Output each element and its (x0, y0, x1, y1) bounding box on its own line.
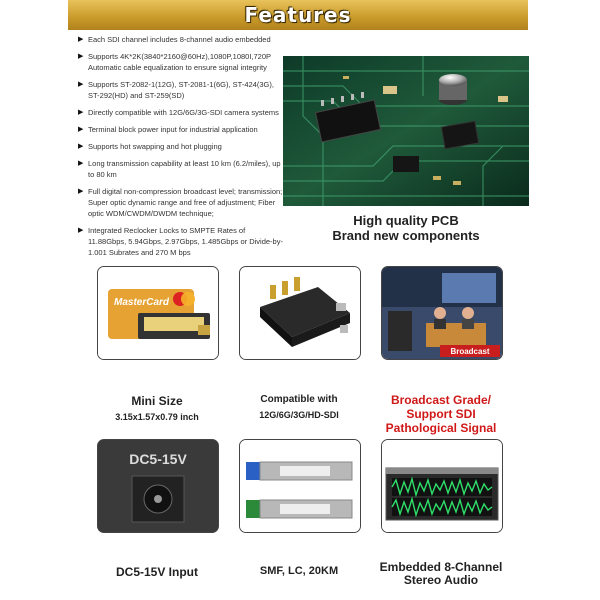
broadcast-studio-image (382, 267, 502, 359)
card-text: MasterCard (114, 297, 170, 308)
feature-item: ▶ Supports hot swapping and hot plugging (78, 142, 222, 151)
mini-size-panel (97, 266, 219, 360)
converter-device-image (240, 267, 360, 359)
audio-panel (381, 439, 503, 533)
bullet-icon: ▶ (78, 36, 84, 43)
power-panel (97, 439, 219, 533)
feature-item: ▶ Full digital non-compression broadcast level; transmission; Super optic dynamic range and free of adjustment; Fiber optic WDM/CWDM/DWDM technique; (78, 187, 283, 218)
bullet-icon: ▶ (78, 53, 84, 60)
sfp-title: SMF, LC, 20KM (259, 565, 339, 577)
waveform-image (382, 440, 502, 532)
feature-item: ▶ Each SDI channel includes 8-channel audio embedded (78, 35, 271, 44)
broadcast-caption: Broadcast Grade/ Support SDI Pathological Signal (385, 393, 497, 435)
bullet-icon: ▶ (78, 160, 84, 167)
feature-item: ▶ Terminal block power input for industrial application (78, 125, 258, 134)
feature-item: ▶ Directly compatible with 12G/6G/3G-SDI camera systems (78, 108, 279, 117)
compatible-panel (239, 266, 361, 360)
bullet-icon: ▶ (78, 126, 84, 133)
dc-jack-image (98, 440, 218, 532)
broadcast-panel (381, 266, 503, 360)
audio-caption: Embedded 8-Channel Stereo Audio (379, 560, 503, 587)
bullet-icon: ▶ (78, 81, 84, 88)
pcb-caption: High quality PCB Brand new components (332, 213, 480, 243)
mini-device-image (98, 267, 218, 359)
compatible-subtitle: 12G/6G/3G/HD-SDI (259, 410, 339, 420)
sfp-panel (239, 439, 361, 533)
pcb-photo (283, 56, 529, 206)
pcb-illustration (283, 56, 529, 206)
bullet-icon: ▶ (78, 227, 84, 234)
bullet-icon: ▶ (78, 188, 84, 195)
features-banner (68, 0, 528, 30)
mini-size-subtitle: 3.15x1.57x0.79 inch (115, 412, 199, 422)
compatible-title: Compatible with (260, 394, 338, 405)
features-title: Features (244, 3, 352, 27)
feature-item: ▶ Supports ST-2082-1(12G), ST-2081-1(6G), ST-424(3G), ST-292(HD) and ST-259(SD) (78, 80, 274, 100)
bullet-icon: ▶ (78, 143, 84, 150)
bullet-icon: ▶ (78, 109, 84, 116)
feature-list (78, 34, 283, 264)
power-title: DC5-15V Input (115, 565, 198, 579)
mini-size-title: Mini Size (131, 394, 183, 408)
feature-item: ▶ Supports 4K*2K(3840*2160@60Hz),1080P,1080I,720P Automatic cable equalization to ensure signal integrity (78, 52, 271, 72)
feature-item: ▶ Long transmission capability at least 10 km (6.2/miles), up to 80 km (78, 159, 281, 179)
broadcast-badge: Broadcast (450, 347, 490, 356)
feature-item: ▶ Integrated Reclocker Locks to SMPTE Rates of 11.88Gbps, 5.94Gbps, 2.97Gbps, 1.485Gbps or Divide-by-1.001 Subrates and 270 M bps (78, 226, 283, 257)
sfp-modules-image (240, 440, 360, 532)
power-label: DC5-15V (129, 451, 187, 467)
